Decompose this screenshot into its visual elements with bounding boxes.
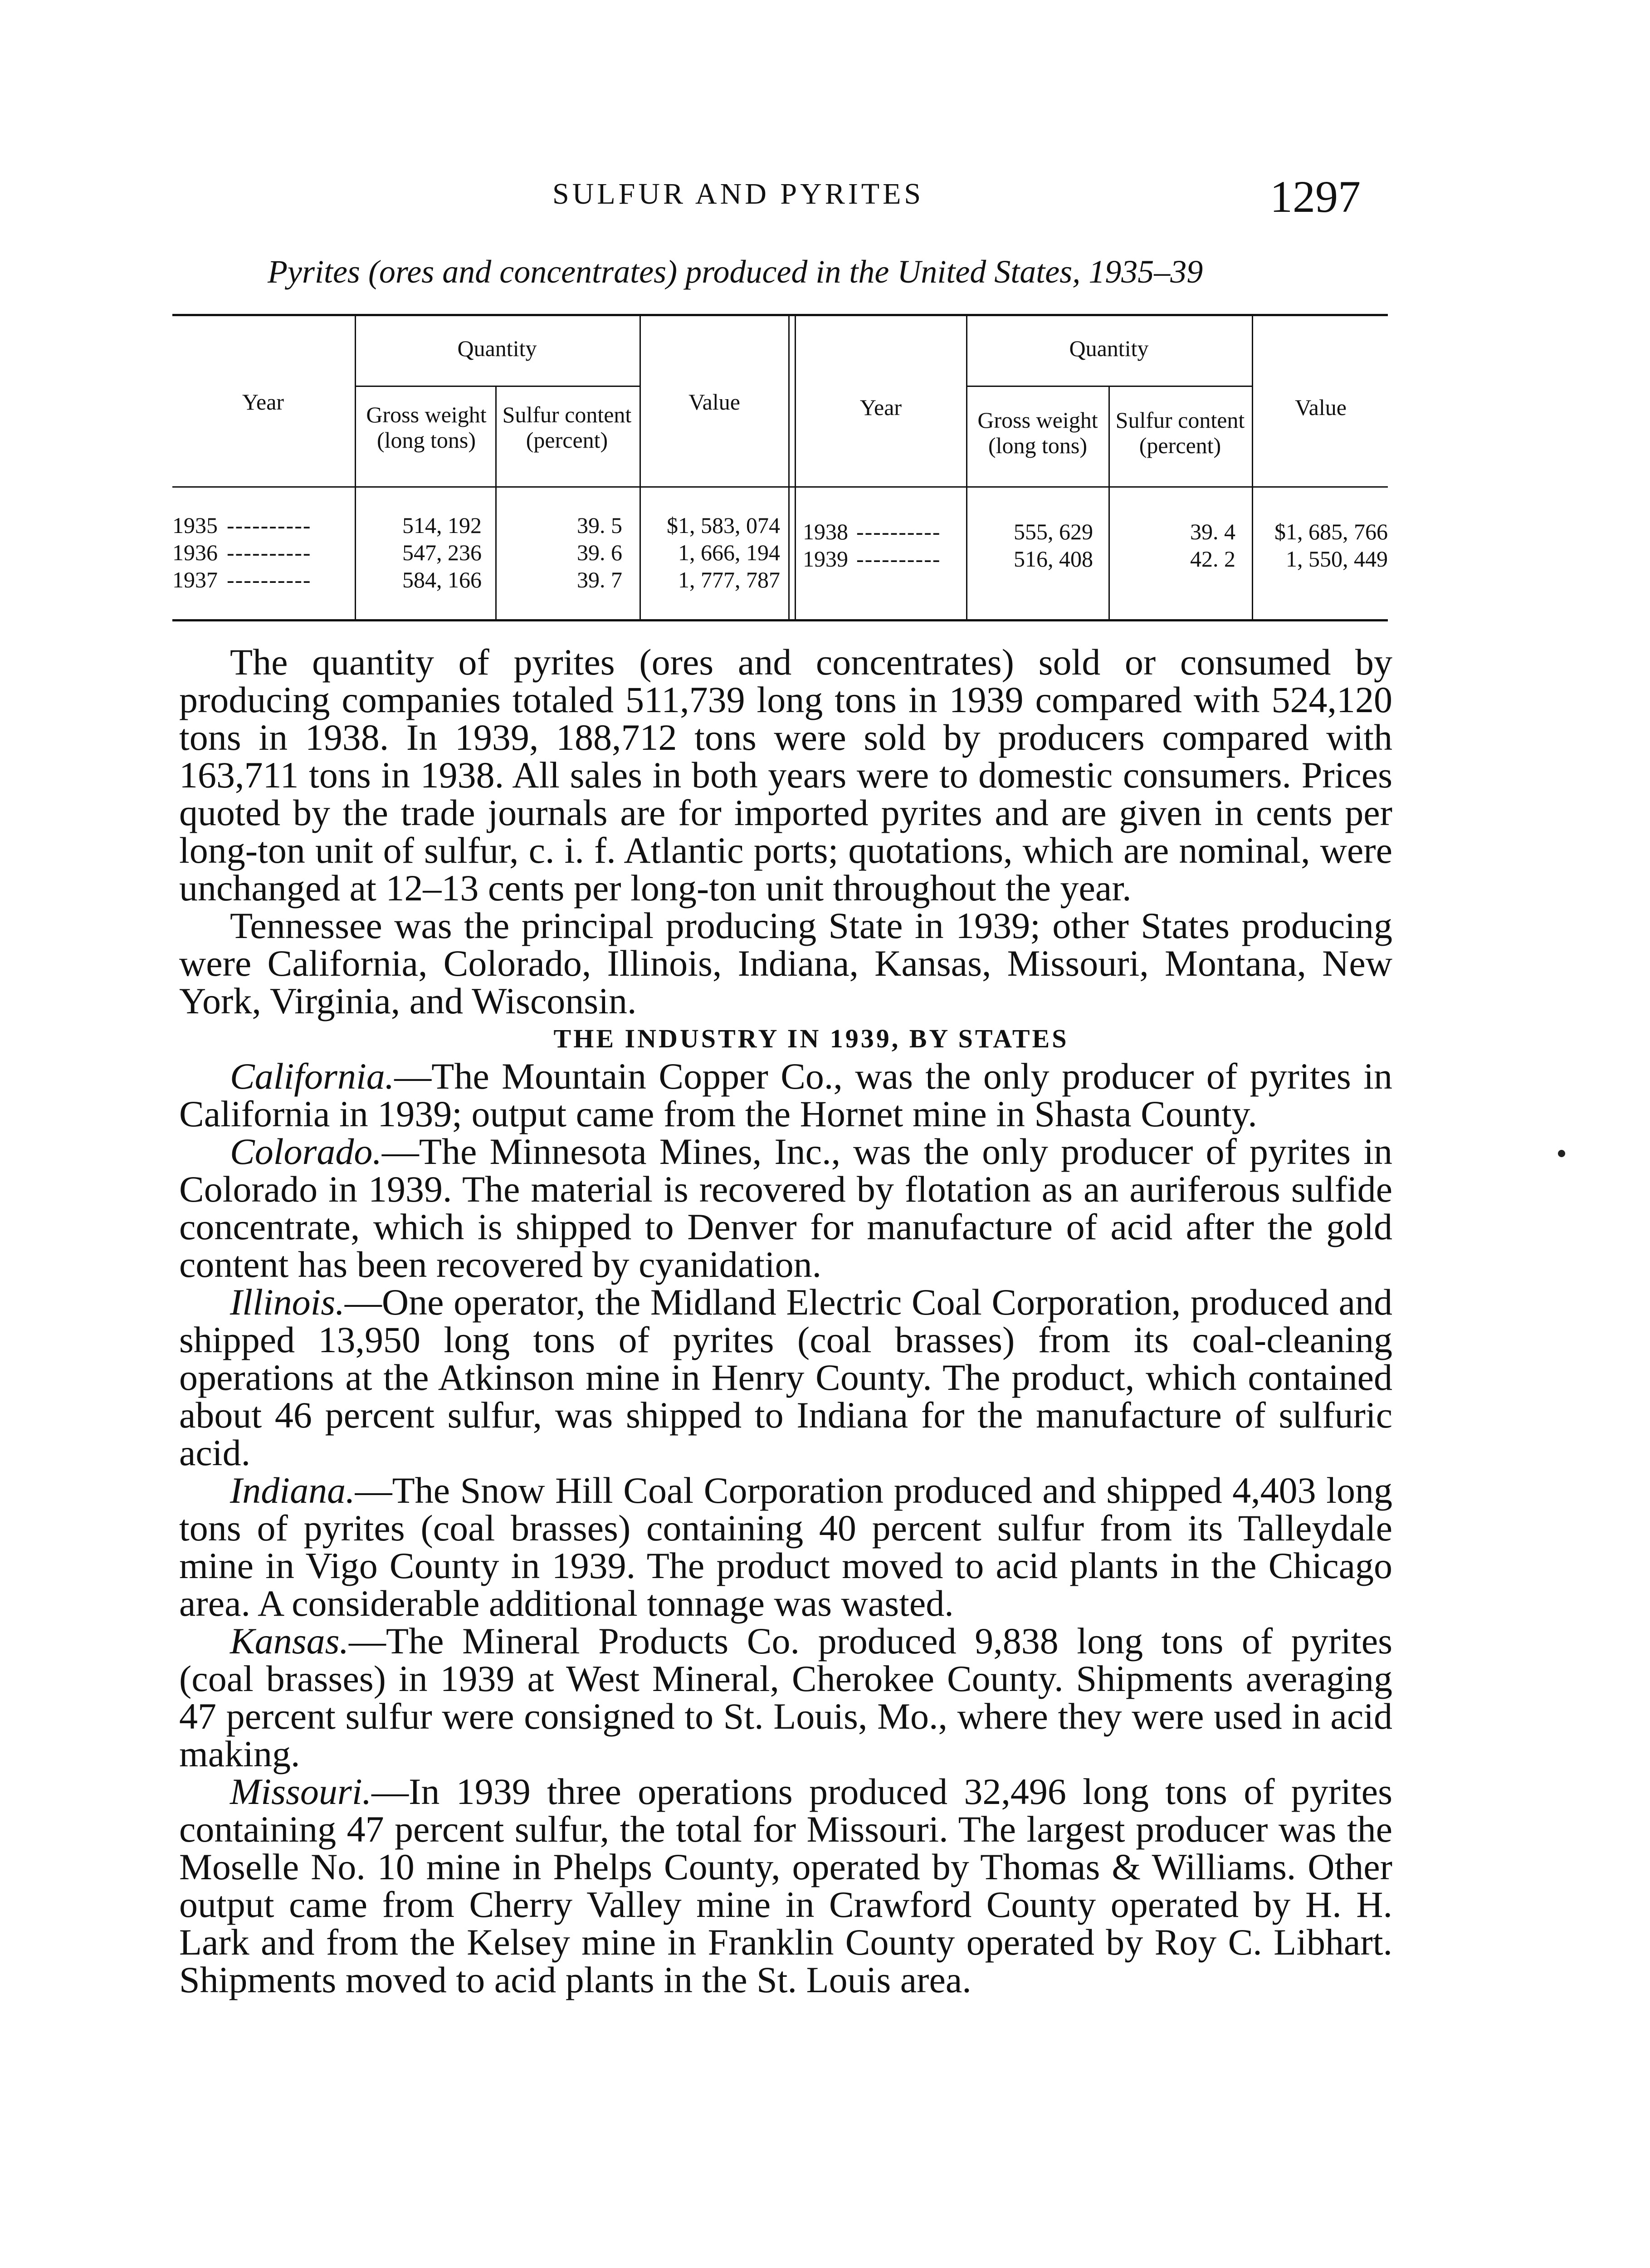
sulfur-content-header: Sulfur content (percent) <box>502 402 632 453</box>
quantity-rule <box>355 386 639 387</box>
table-divider <box>1252 315 1253 619</box>
sulfur-cell: 39. 7 <box>577 567 622 592</box>
state-text: —The Snow Hill Coal Corporation produced and shipped 4,403 long tons of pyrites (coal brasses) containing 40 percent sulfur from its Talleydale mine in Vigo County in 1939. The product moved to acid plants in the Chicago area. A considerable additional tonnage was wasted. <box>179 1470 1392 1624</box>
value-cell: $1, 583, 074 <box>667 513 780 538</box>
state-paragraph <box>179 1057 1392 1133</box>
year-cell: 1937 <box>172 567 218 592</box>
value-cell: $1, 685, 766 <box>1274 519 1388 544</box>
quantity-rule <box>966 386 1252 387</box>
year-cell: 1936 <box>172 540 218 565</box>
gross-cell: 514, 192 <box>402 513 482 538</box>
sulfur-cell: 39. 5 <box>577 513 622 538</box>
year-header: Year <box>859 395 902 420</box>
gross-weight-header: Gross weight (long tons) <box>366 402 487 453</box>
state-paragraph <box>179 1471 1392 1622</box>
value-cell: 1, 666, 194 <box>678 540 780 565</box>
value-header: Value <box>688 389 740 415</box>
table-divider <box>1108 386 1110 619</box>
state-name: Indiana. <box>230 1470 355 1511</box>
state-paragraph <box>179 1283 1392 1471</box>
gross-weight-header: Gross weight (long tons) <box>977 407 1098 458</box>
year-cell: 1939 <box>803 546 848 572</box>
state-paragraph <box>179 1133 1392 1283</box>
quantity-header: Quantity <box>457 336 537 361</box>
running-head: SULFUR AND PYRITES <box>552 177 924 210</box>
sulfur-cell: 39. 4 <box>1190 519 1235 544</box>
gross-cell: 584, 166 <box>402 567 482 592</box>
table-divider <box>795 315 796 619</box>
margin-dot <box>1558 1150 1565 1157</box>
gross-cell: 555, 629 <box>1014 519 1093 544</box>
year-cell: 1938 <box>803 519 848 544</box>
table-bottom-rule <box>172 619 1388 621</box>
state-name: Missouri. <box>230 1771 372 1812</box>
state-name: California. <box>230 1056 395 1097</box>
state-text: —In 1939 three operations produced 32,496 long tons of pyrites containing 47 percent sulfur, the total for Missouri. The largest producer was the Moselle No. 10 mine in Phelps County, operated by Thomas & Williams. Other output came from Cherry Valley mine in Crawford County operated by H. H. Lark and from the Kelsey mine in Franklin County operated by Roy C. Libhart. Shipments moved to acid plants in the St. Louis area. <box>179 1771 1392 2000</box>
state-name: Kansas. <box>230 1620 349 1662</box>
state-text: —The Mountain Copper Co., was the only producer of pyrites in California in 1939; output came from the Hornet mine in Shasta County. <box>179 1056 1392 1134</box>
body-text <box>179 643 1392 1999</box>
gross-cell: 547, 236 <box>402 540 482 565</box>
state-text: —One operator, the Midland Electric Coal Corporation, produced and shipped 13,950 long tons of pyrites (coal brasses) from its coal-cleaning operations at the Atkinson mine in Henry County. The product, which contained about 46 percent sulfur, was shipped to Indiana for the manufacture of sulfuric acid. <box>179 1281 1392 1473</box>
gross-cell: 516, 408 <box>1014 546 1093 572</box>
sulfur-cell: 42. 2 <box>1190 546 1235 572</box>
state-text: —The Mineral Products Co. produced 9,838 long tons of pyrites (coal brasses) in 1939 at West Mineral, Cherokee County. Shipments averaging 47 percent sulfur were consigned to St. Louis, Mo., where they were used in acid making. <box>179 1620 1392 1774</box>
sulfur-cell: 39. 6 <box>577 540 622 565</box>
value-cell: 1, 777, 787 <box>678 567 780 592</box>
table-divider <box>788 315 790 619</box>
paragraph: Tennessee was the principal producing State in 1939; other States producing were California, Colorado, Illinois, Indiana, Kansas, Missouri, Montana, New York, Virginia, and Wisconsin. <box>179 905 1392 1022</box>
state-paragraph <box>179 1773 1392 1999</box>
table-title: Pyrites (ores and concentrates) produced in the United States, 1935–39 <box>268 254 1203 290</box>
page-header <box>0 171 1650 227</box>
page-number: 1297 <box>1270 171 1361 222</box>
quantity-header: Quantity <box>1069 336 1149 361</box>
state-name: Illinois. <box>230 1281 345 1323</box>
year-header: Year <box>242 389 284 415</box>
value-header: Value <box>1295 395 1347 420</box>
section-heading: THE INDUSTRY IN 1939, BY STATES <box>553 1024 1069 1053</box>
paragraph: The quantity of pyrites (ores and concentrates) sold or consumed by producing companies totaled 511,739 long tons in 1939 compared with 524,120 tons in 1938. In 1939, 188,712 tons were sold by producers compared with 163,711 tons in 1938. All sales in both years were to domestic consumers. Prices quoted by the trade journals are for imported pyrites and are given in cents per long-ton unit of sulfur, c. i. f. Atlantic ports; quotations, which are nominal, were unchanged at 12–13 cents per long-ton unit throughout the year. <box>179 641 1392 909</box>
value-cell: 1, 550, 449 <box>1286 546 1388 572</box>
state-name: Colorado. <box>230 1131 382 1172</box>
state-text: —The Minnesota Mines, Inc., was the only producer of pyrites in Colorado in 1939. The material is recovered by flotation as an auriferous sulfide concentrate, which is shipped to Denver for manufacture of acid after the gold content has been recovered by cyanidation. <box>179 1131 1392 1285</box>
sulfur-content-header: Sulfur content (percent) <box>1115 407 1245 458</box>
state-paragraph <box>179 1622 1392 1773</box>
year-cell: 1935 <box>172 513 218 538</box>
